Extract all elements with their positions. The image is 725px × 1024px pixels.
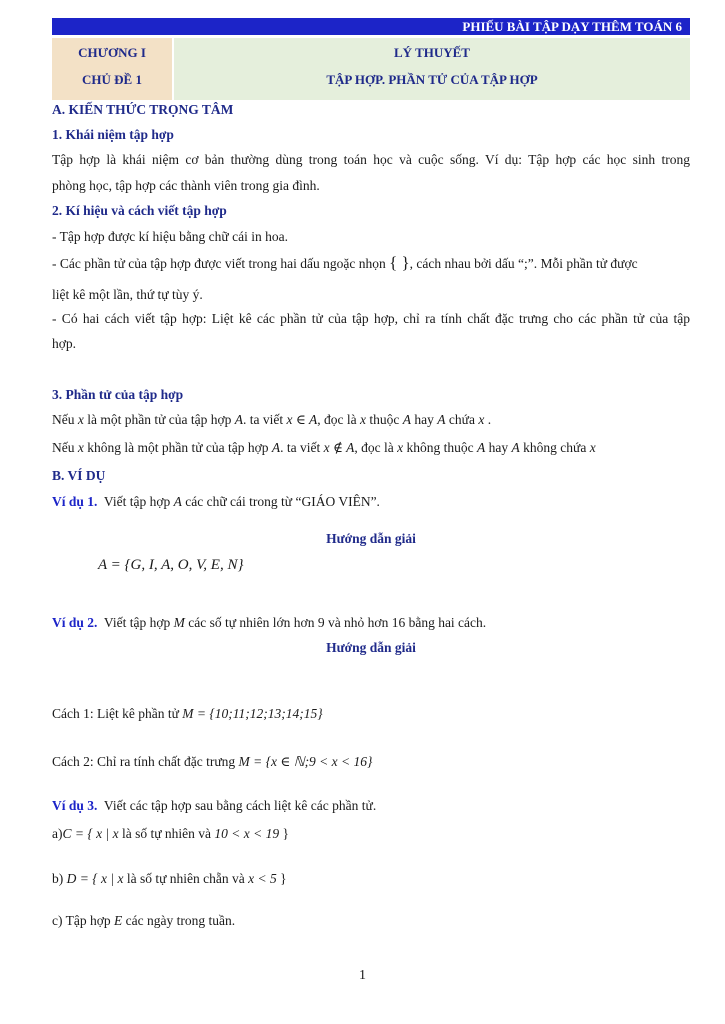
text: hay: [488, 440, 509, 455]
s3-title: 3. Phần tử của tập hợp: [52, 387, 184, 402]
chapter-label: CHƯƠNG I: [78, 45, 146, 60]
text: c) Tập hợp: [52, 913, 111, 928]
example3-part-b: [52, 871, 690, 887]
example3-prompt: [52, 798, 690, 814]
page-number: 1: [359, 968, 366, 983]
text: hay: [414, 412, 434, 427]
text: không thuộc: [406, 440, 474, 455]
math-var: A: [477, 440, 486, 455]
set-end: }: [280, 871, 287, 886]
example1-answer: A = {G, I, A, O, V, E, N}: [98, 557, 244, 573]
topic-label: CHỦ ĐỀ 1: [82, 72, 142, 87]
math-var: A: [437, 412, 446, 427]
section-box: [174, 38, 690, 100]
text: là số tự nhiên chẵn và: [126, 871, 245, 886]
chapter-box: [52, 38, 172, 100]
s2-bullet3-cont: hợp.: [52, 336, 77, 351]
math-var: x: [397, 440, 404, 455]
example2-label: Ví dụ 2.: [52, 615, 98, 630]
math-var: A: [234, 412, 244, 427]
example2-way1: [52, 706, 690, 722]
condition: x < 5: [248, 871, 277, 886]
text: Viết các tập hợp sau bằng cách liệt kê các phần tử.: [103, 798, 377, 813]
text: chứa: [448, 412, 475, 427]
text: các chữ cái trong từ “GIÁO VIÊN”.: [185, 494, 380, 509]
math-var: E: [114, 913, 123, 928]
s3-line1: [52, 412, 690, 428]
text: không chứa: [523, 440, 587, 455]
part-a-title: A. KIẾN THỨC TRỌNG TÂM: [52, 102, 234, 117]
text: các ngày trong tuần.: [125, 913, 236, 928]
example1-guide: Hướng dẫn giải: [326, 531, 416, 546]
text: Cách 1: Liệt kê phần tử: [52, 706, 179, 721]
math-var: x: [360, 412, 367, 427]
set-start: C = { x | x: [62, 826, 119, 841]
text: , đọc là: [317, 412, 357, 427]
text: Viết tập hợp: [103, 494, 171, 509]
example3-part-c: [52, 913, 690, 929]
s2-bullet2-text-b: , cách nhau bởi dấu “;”. Mỗi phần tử được: [409, 256, 638, 271]
s2-bullet3: - Có hai cách viết tập hợp: Liệt kê các phần tử của tập hợp, chỉ ra tính chất đặc trưng cho các phần tử của tập: [52, 311, 690, 326]
example1-label: Ví dụ 1.: [52, 494, 98, 509]
item-label: b): [52, 871, 64, 886]
membership-relation: x ∈ A: [286, 412, 318, 427]
example3-label: Ví dụ 3.: [52, 798, 98, 813]
text: các số tự nhiên lớn hơn 9 và nhỏ hơn 16 bằng hai cách.: [188, 615, 487, 630]
text: Nếu: [52, 440, 75, 455]
non-membership-relation: x ∉ A: [323, 440, 355, 455]
set-builder: M = {x ∈ ℕ;9 < x < 16}: [238, 754, 373, 769]
set-start: D = { x | x: [66, 871, 124, 886]
math-var: x: [77, 440, 84, 455]
text: , đọc là: [354, 440, 394, 455]
s2-bullet2: [52, 253, 690, 273]
text: là một phần tử của tập hợp: [87, 412, 232, 427]
s1-paragraph-line1: Tập hợp là khái niệm cơ bản thường dùng trong toán học và cuộc sống. Ví dụ: Tập hợp các học sinh trong: [52, 152, 690, 167]
text: Viết tập hợp: [103, 615, 171, 630]
example2-way2: [52, 754, 690, 770]
braces-symbol: { }: [389, 253, 410, 272]
item-label: a): [52, 826, 63, 841]
math-var: A: [511, 440, 520, 455]
text: . ta viết: [243, 412, 284, 427]
example2-guide: Hướng dẫn giải: [326, 640, 416, 655]
s2-bullet2-text-a: - Các phần tử của tập hợp được viết trong hai dấu ngoặc nhọn: [52, 256, 386, 271]
text: Nếu: [52, 412, 75, 427]
set-listing: M = {10;11;12;13;14;15}: [182, 706, 323, 721]
worksheet-banner: PHIẾU BÀI TẬP DẠY THÊM TOÁN 6: [52, 18, 690, 35]
s1-paragraph-line2: phòng học, tập hợp các thành viên trong gia đình.: [52, 178, 320, 193]
chapter-header: [52, 38, 690, 100]
text: .: [487, 412, 492, 427]
s3-line2: [52, 440, 690, 456]
condition: 10 < x < 19: [214, 826, 280, 841]
math-var: A: [402, 412, 412, 427]
s2-bullet2-cont: liệt kê một lần, thứ tự tùy ý.: [52, 287, 203, 302]
math-var: x: [478, 412, 485, 427]
math-var: x: [77, 412, 84, 427]
example3-part-a: [52, 826, 690, 842]
section-type: LÝ THUYẾT: [394, 45, 470, 60]
math-var: A: [173, 494, 182, 509]
section-title: TẬP HỢP. PHẦN TỬ CỦA TẬP HỢP: [326, 72, 538, 87]
text: . ta viết: [280, 440, 321, 455]
math-var: M: [173, 615, 185, 630]
text: không là một phần tử của tập hợp: [87, 440, 269, 455]
part-b-title: B. VÍ DỤ: [52, 468, 106, 483]
text: thuộc: [369, 412, 400, 427]
s1-title: 1. Khái niệm tập hợp: [52, 127, 174, 142]
s2-title: 2. Kí hiệu và cách viết tập hợp: [52, 203, 227, 218]
text: là số tự nhiên và: [121, 826, 212, 841]
s2-bullet1: - Tập hợp được kí hiệu bằng chữ cái in hoa.: [52, 229, 288, 244]
example2-prompt: [52, 615, 690, 631]
set-end: }: [282, 826, 289, 841]
example1-prompt: [52, 494, 690, 510]
math-var: A: [271, 440, 281, 455]
text: Cách 2: Chỉ ra tính chất đặc trưng: [52, 754, 236, 769]
math-var: x: [589, 440, 596, 455]
